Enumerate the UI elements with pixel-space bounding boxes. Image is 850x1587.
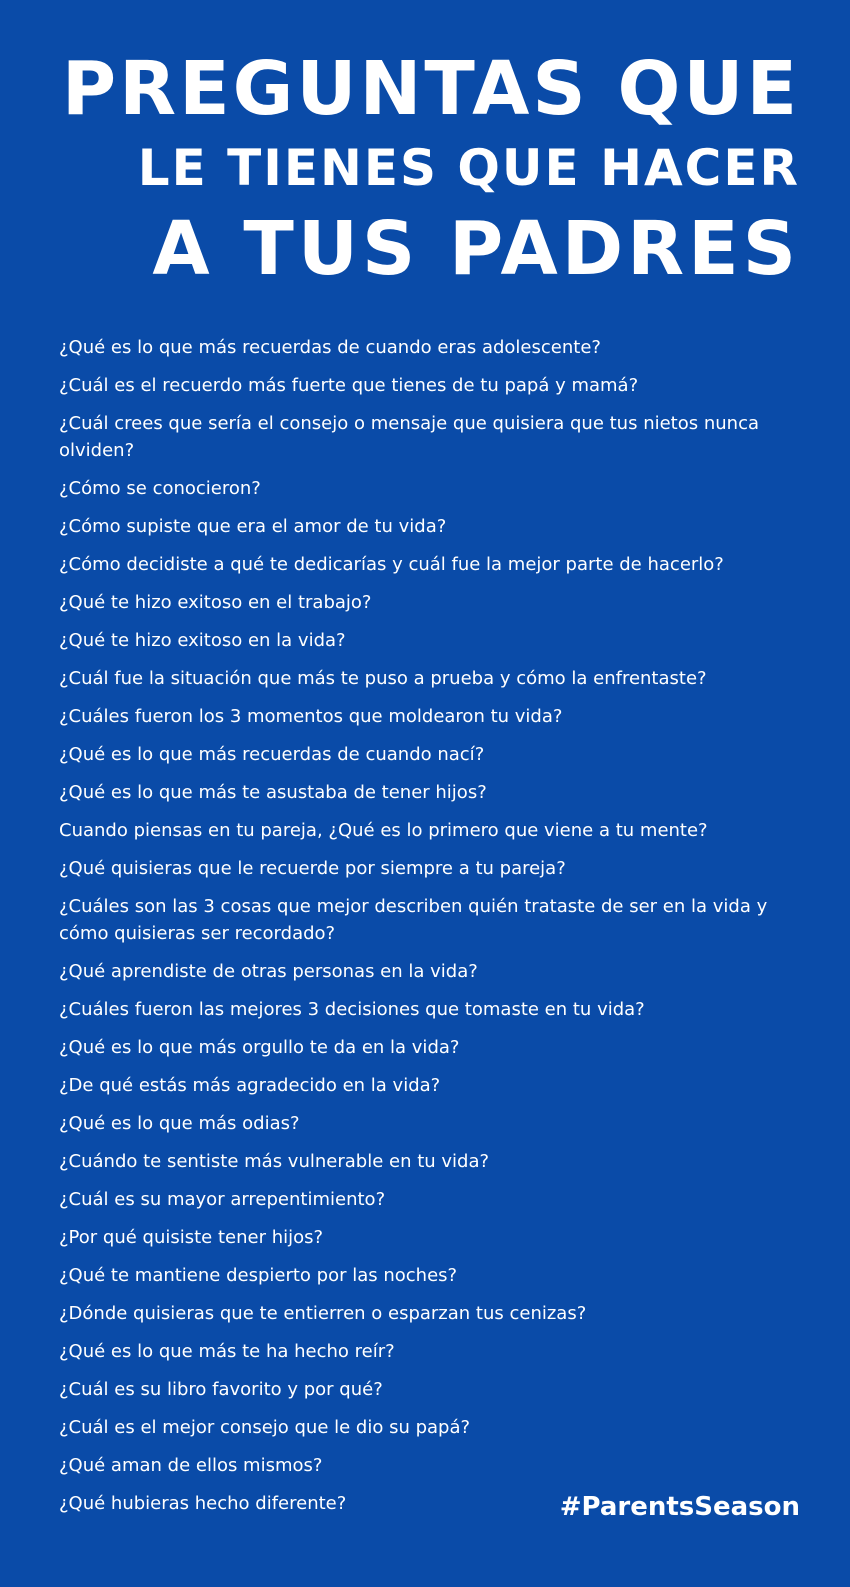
question-list [59, 334, 809, 1528]
title-line-2: LE TIENES QUE HACER [137, 139, 800, 197]
question-item: ¿Qué es lo que más orgullo te da en la vida? [59, 1037, 460, 1058]
question-item: ¿Cómo decidiste a qué te dedicarías y cuál fue la mejor parte de hacerlo? [59, 554, 724, 575]
question-item: ¿Qué quisieras que le recuerde por siempre a tu pareja? [59, 858, 566, 879]
question-item: ¿Qué aprendiste de otras personas en la vida? [59, 961, 478, 982]
question-item: ¿Cómo se conocieron? [59, 478, 261, 499]
question-item: ¿Qué te hizo exitoso en la vida? [59, 630, 346, 651]
question-item: ¿Por qué quisiste tener hijos? [59, 1227, 324, 1248]
question-item: ¿Cómo supiste que era el amor de tu vida? [59, 516, 447, 537]
question-item: ¿Cuáles fueron los 3 momentos que moldearon tu vida? [59, 706, 563, 727]
title-line-1: PREGUNTAS QUE [61, 46, 800, 132]
question-item: ¿Dónde quisieras que te entierren o esparzan tus cenizas? [59, 1303, 587, 1324]
question-item: ¿Cuál es el recuerdo más fuerte que tienes de tu papá y mamá? [59, 375, 639, 396]
question-item: ¿Cuándo te sentiste más vulnerable en tu vida? [59, 1151, 490, 1172]
question-item: ¿Qué es lo que más recuerdas de cuando eras adolescente? [59, 337, 601, 358]
question-item: ¿Qué es lo que más te ha hecho reír? [59, 1341, 395, 1362]
question-item: ¿Qué te mantiene despierto por las noches? [59, 1265, 458, 1286]
question-item: ¿Qué es lo que más odias? [59, 1113, 300, 1134]
question-item: ¿Cuáles son las 3 cosas que mejor describen quién trataste de ser en la vida y cómo quisieras ser recordado? [59, 896, 768, 944]
question-item: ¿Cuál es el mejor consejo que le dio su papá? [59, 1417, 471, 1438]
question-item: ¿Qué te hizo exitoso en el trabajo? [59, 592, 372, 613]
question-item: Cuando piensas en tu pareja, ¿Qué es lo primero que viene a tu mente? [59, 820, 708, 841]
hashtag: #ParentsSeason [559, 1492, 800, 1522]
question-item: ¿Qué es lo que más te asustaba de tener hijos? [59, 782, 487, 803]
question-item: ¿Cuál es su mayor arrepentimiento? [59, 1189, 386, 1210]
question-item: ¿Cuál crees que sería el consejo o mensaje que quisiera que tus nietos nunca olviden? [59, 413, 759, 461]
question-item: ¿Cuáles fueron las mejores 3 decisiones que tomaste en tu vida? [59, 999, 645, 1020]
question-item: ¿Cuál fue la situación que más te puso a prueba y cómo la enfrentaste? [59, 668, 707, 689]
question-item: ¿Qué hubieras hecho diferente? [59, 1493, 347, 1514]
page-title [62, 44, 800, 296]
question-item: ¿Qué es lo que más recuerdas de cuando nací? [59, 744, 485, 765]
question-item: ¿Cuál es su libro favorito y por qué? [59, 1379, 383, 1400]
title-line-3: A TUS PADRES [152, 206, 800, 292]
question-item: ¿Qué aman de ellos mismos? [59, 1455, 323, 1476]
question-item: ¿De qué estás más agradecido en la vida? [59, 1075, 441, 1096]
